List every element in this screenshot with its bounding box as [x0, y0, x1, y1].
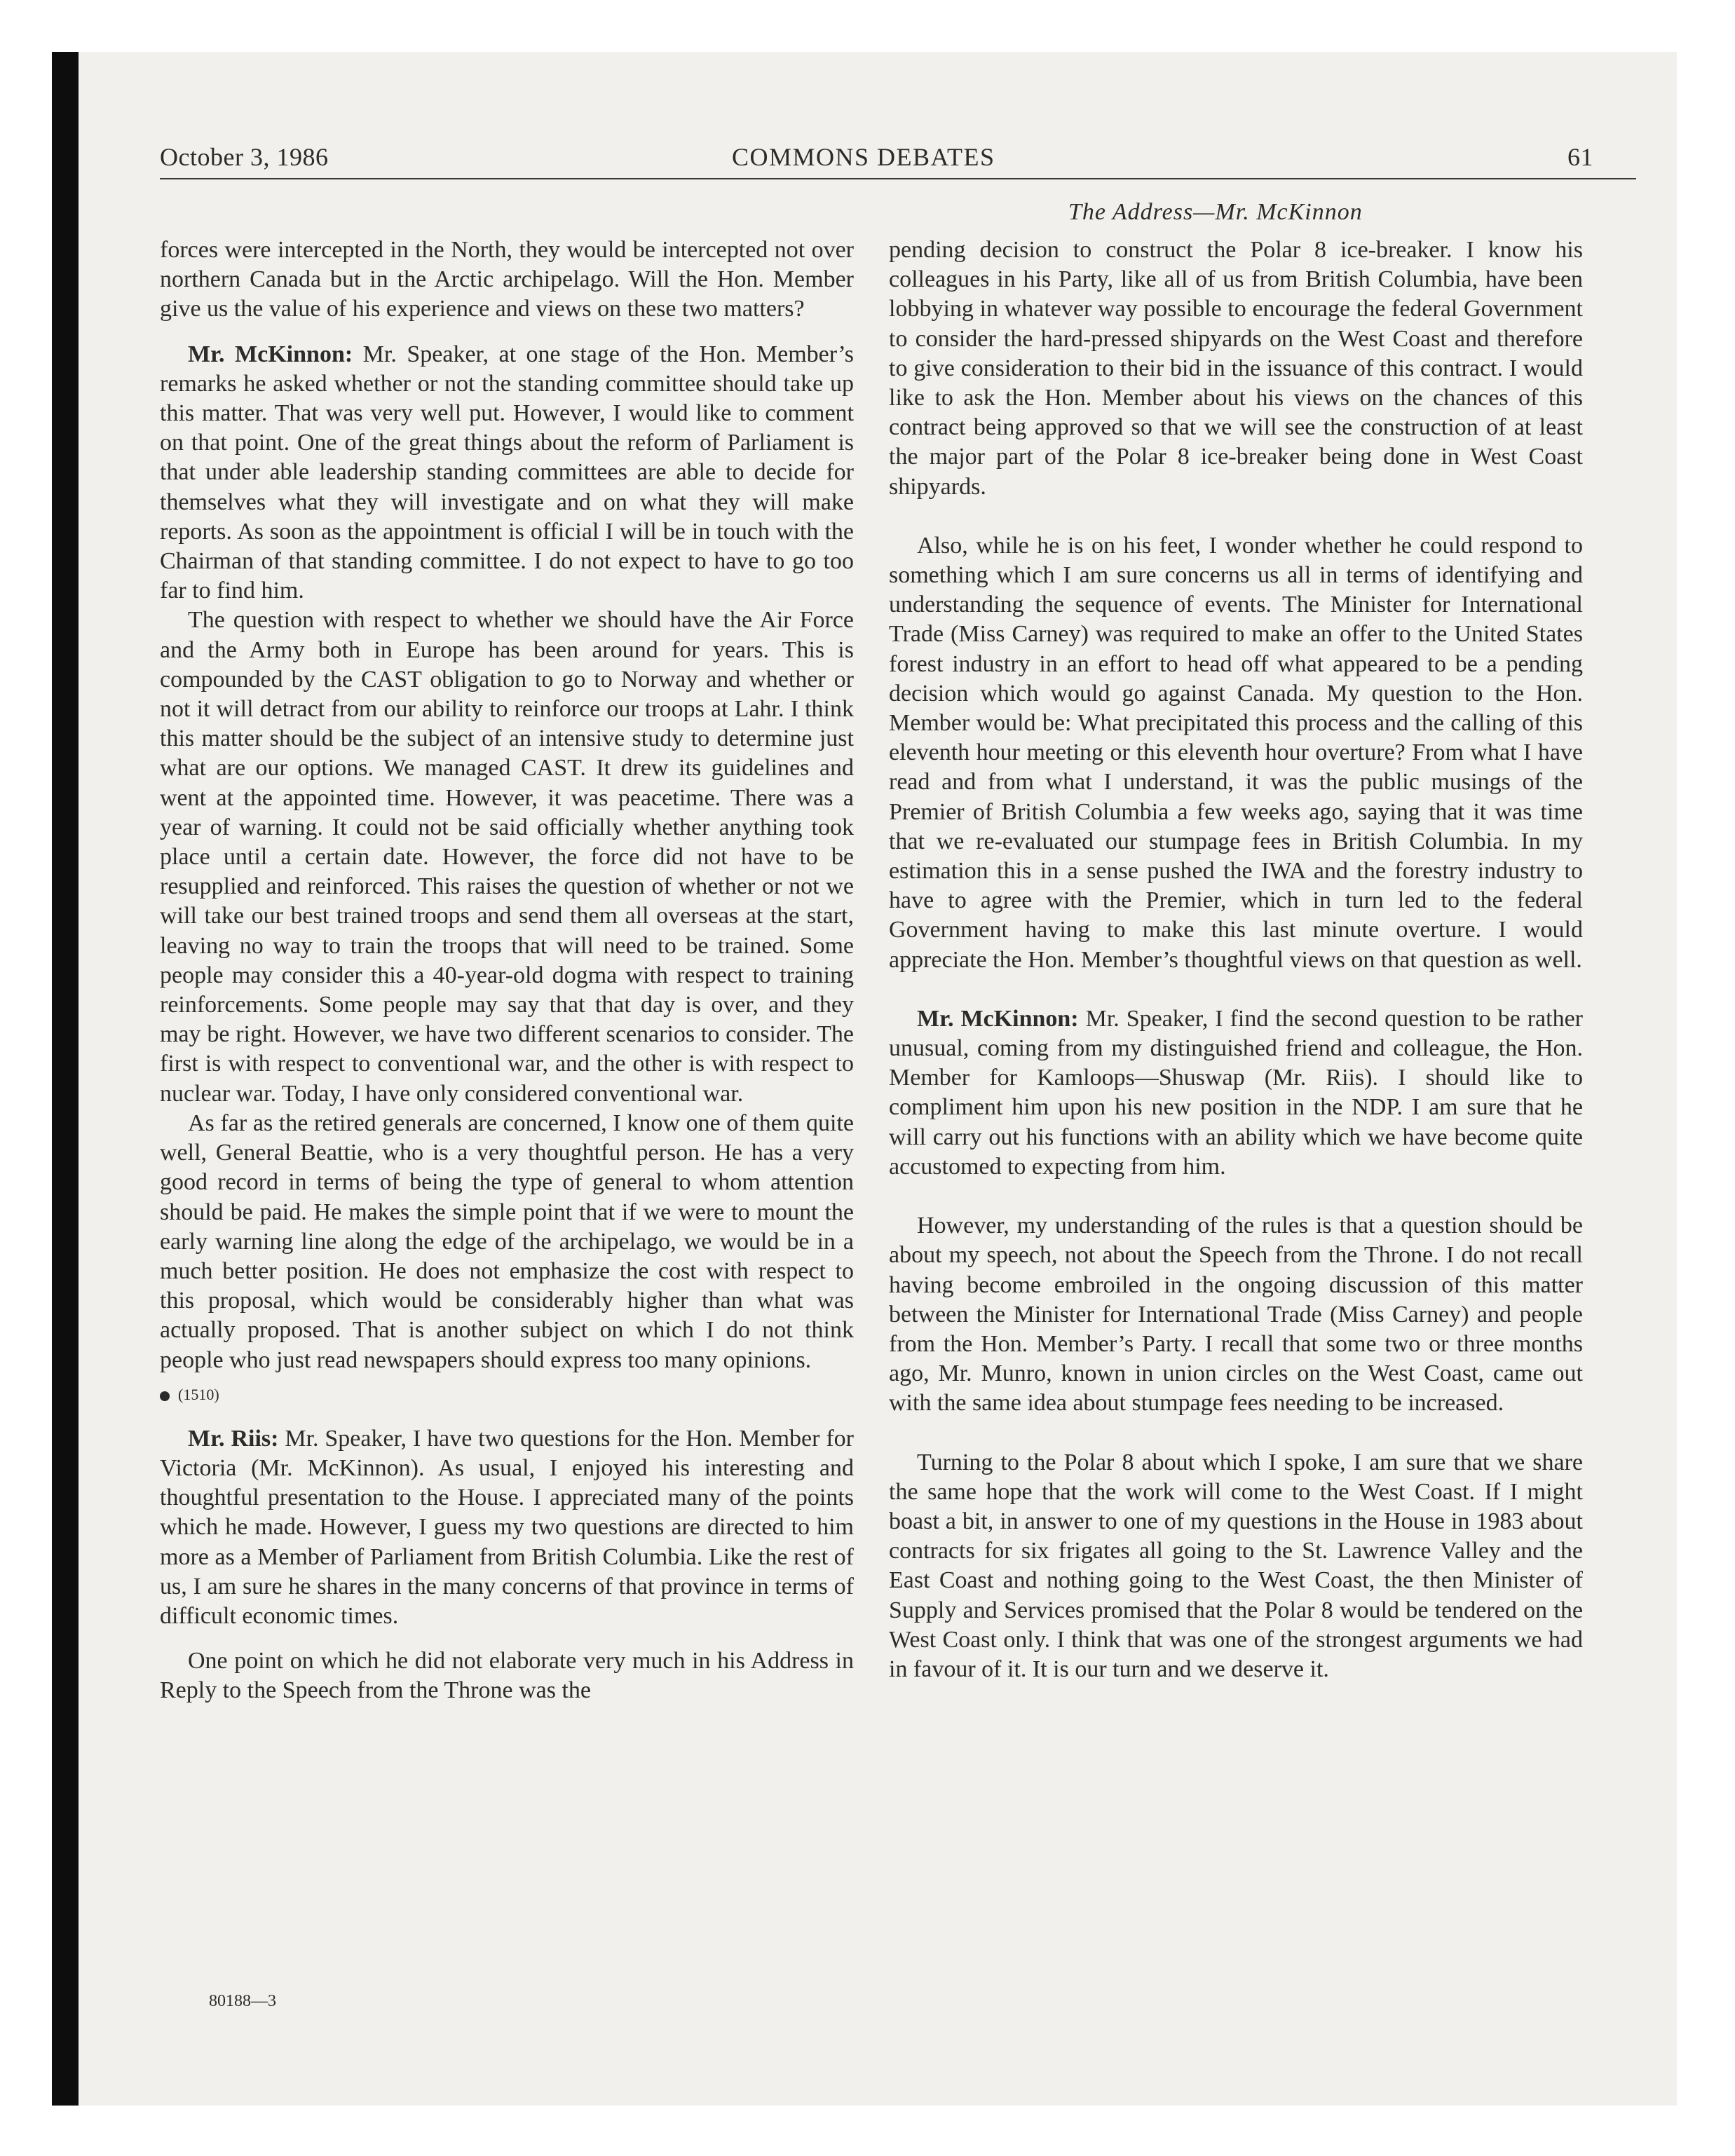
paragraph: Turning to the Polar 8 about which I spoke, I am sure that we share the same hope that the work will come to the West Coast. If I might boast a bit, in answer to one of my questions in the House in 1983 about contracts for six frigates all going to the St. Lawrence Valley and the East Coast and nothing going to the West Coast, the then Minister of Supply and Services promised that the Polar 8 would be tendered on the West Coast only. I think that was one of the strongest arguments we had in favour of it. It is our turn and we deserve it. — [889, 1449, 1583, 1682]
paragraph: As far as the retired generals are concerned, I know one of them quite well, General Beattie, who is a very thoughtful person. He has a very good record in terms of being the type of general to whom attention should be paid. He makes the simple point that if we were to mount the early warning line along the edge of the archipelago, we would be in a much better position. He does not emphasize the cost with respect to this proposal, which would be considerably higher than what was actually proposed. That is another subject on which I do not think people who just read newspapers should express too many opinions. — [160, 1110, 854, 1373]
speaker-name: Mr. McKinnon: — [188, 341, 353, 367]
speech-text: Mr. Speaker, I have two questions for the Hon. Member for Victoria (Mr. McKinnon). As usual, I enjoyed his interesting and thoughtful presentation to the House. I appreciated many of the points which he made. However, I guess my two questions are directed to him more as a Member of Parliament from British Columbia. Like the rest of us, I am sure he shares in the many concerns of that province in terms of difficult economic times. — [160, 1425, 854, 1629]
left-column — [160, 236, 854, 1706]
page-number: 61 — [1567, 143, 1593, 171]
paragraph: One point on which he did not elaborate very much in his Address in Reply to the Speech from the Throne was the — [160, 1648, 854, 1704]
time-marker-text: (1510) — [178, 1385, 219, 1403]
speech-text: Mr. Speaker, at one stage of the Hon. Member’s remarks he asked whether or not the standing committee should take up this matter. That was very well put. However, I would like to comment on that point. One of the great things about the reform of Parliament is that under able leadership standing committees are able to decide for themselves what they will investigate and on what they will make reports. As soon as the appointment is official I will be in touch with the Chairman of that standing committee. I do not expect to have to go too far to find him. — [160, 341, 855, 604]
paragraph — [889, 1004, 1583, 1182]
binding-edge — [52, 52, 79, 2106]
paragraph: However, my understanding of the rules is that a question should be about my speech, not about the Speech from the Throne. I do not recall having become embroiled in the ongoing discussion of this matter between the Minister for International Trade (Miss Carney) and people from the Hon. Member’s Party. I recall that some two or three months ago, Mr. Munro, known in union circles on the West Coast, came out with the same idea about stumpage fees needing to be increased. — [889, 1213, 1583, 1417]
bullet-icon — [160, 1391, 170, 1401]
footer-code: 80188—3 — [209, 1992, 276, 2010]
header-date: October 3, 1986 — [160, 143, 329, 171]
speaker-name: Mr. McKinnon: — [917, 1005, 1079, 1032]
paragraph — [160, 340, 854, 606]
speaker-name: Mr. Riis: — [188, 1425, 279, 1452]
time-marker — [160, 1381, 854, 1409]
paragraph: forces were intercepted in the North, they would be intercepted not over northern Canada but in the Arctic archipelago. Will the Hon. Member give us the value of his experience and views on these two matters? — [160, 237, 854, 322]
speech-text: Mr. Speaker, I find the second question to be rather unusual, coming from my distinguished friend and colleague, the Hon. Member for Kamloops—Shuswap (Mr. Riis). I should like to compliment him upon his new position in the NDP. I am sure that he will carry out his functions with an ability which we have become quite accustomed to expecting from him. — [889, 1005, 1584, 1180]
paragraph — [160, 1424, 854, 1631]
scanned-page — [52, 52, 1677, 2106]
paragraph: The question with respect to whether we should have the Air Force and the Army both in Europe has been around for years. This is compounded by the CAST obligation to go to Norway and whether or not it will detract from our ability to reinforce our troops at Lahr. I think this matter should be the subject of an intensive study to determine just what are our options. We managed CAST. It drew its guidelines and went at the appointed time. However, it was peacetime. There was a year of warning. It could not be said officially whether anything took place until a certain date. However, the force did not have to be resupplied and reinforced. This raises the question of whether or not we will take our best trained troops and send them all overseas at the start, leaving no way to train the troops that will need to be trained. Some people may consider this a 40-year-old dogma with respect to training reinforcements. Some people may say that that day is over, and they may be right. However, we have two different scenarios to consider. The first is with respect to conventional war, and the other is with respect to nuclear war. Today, I have only considered conventional war. — [160, 607, 854, 1107]
header-rule — [160, 178, 1636, 179]
paragraph: Also, while he is on his feet, I wonder whether he could respond to something which I am sure concerns us all in terms of identifying and understanding the sequence of events. The Minister for International Trade (Miss Carney) was required to make an offer to the United States forest industry in an effort to head off what appeared to be a pending decision which would go against Canada. My question to the Hon. Member would be: What precipitated this process and the calling of this eleventh hour meeting or this eleventh hour overture? From what I have read and from what I understand, it was the public musings of the Premier of British Columbia a few weeks ago, saying that it was time that we re-evaluated our stumpage fees in British Columbia. In my estimation this in a sense pushed the IWA and the forestry industry to have to agree with the Premier, which in turn led to the federal Government having to make this last minute overture. I would appreciate the Hon. Member’s thoughtful views on that question as well. — [889, 532, 1583, 973]
right-column — [889, 236, 1583, 1684]
header-title: COMMONS DEBATES — [732, 143, 995, 171]
running-head: The Address—Mr. McKinnon — [1068, 199, 1363, 225]
paragraph: pending decision to construct the Polar 8 ice-breaker. I know his colleagues in his Party, like all of us from British Columbia, have been lobbying in whatever way possible to encourage the federal Government to consider the hard-pressed shipyards on the West Coast and therefore to give consideration to their bid in the issuance of this contract. I would like to ask the Hon. Member about his views on the chances of this contract being approved so that we will see the construction of at least the major part of the Polar 8 ice-breaker being done in West Coast shipyards. — [889, 237, 1583, 500]
